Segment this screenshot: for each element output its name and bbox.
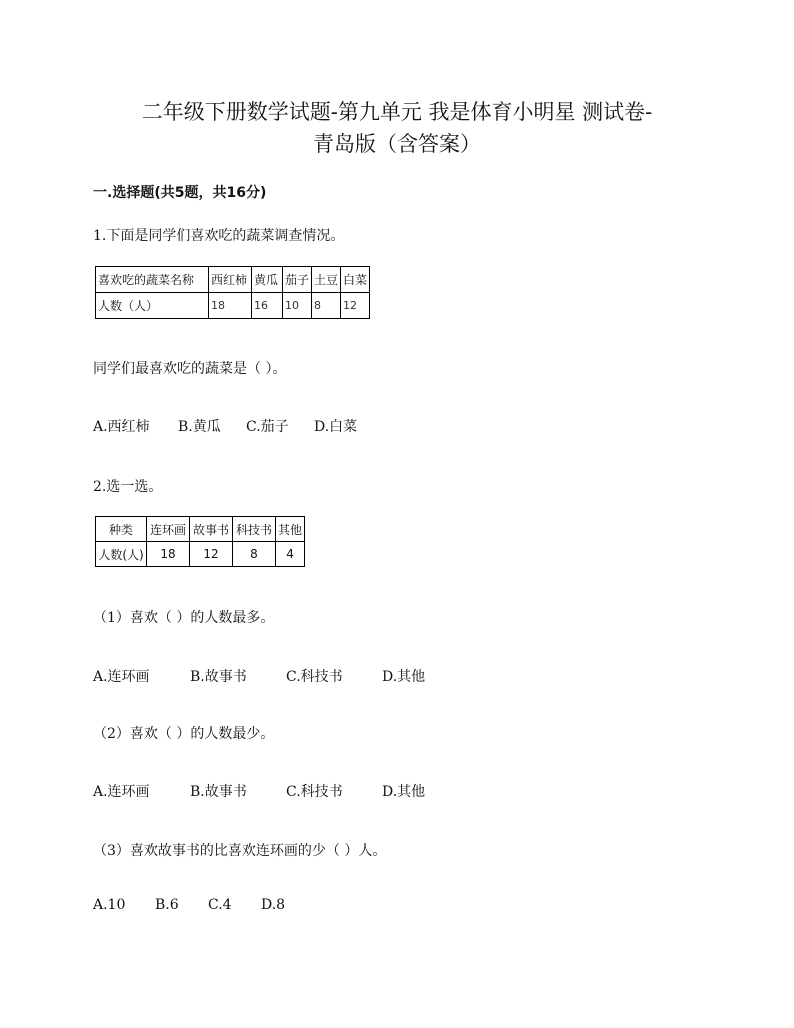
table-header-row: [96, 267, 370, 293]
table-cell: 10: [283, 293, 312, 319]
option-c[interactable]: C.科技书: [286, 784, 343, 800]
table-cell: 16: [252, 293, 283, 319]
question-1-options: [93, 416, 357, 436]
table-cell: 土豆: [312, 267, 341, 293]
table-cell: 8: [312, 293, 341, 319]
option-b[interactable]: B.故事书: [190, 784, 247, 800]
table-cell: 西红柿: [209, 267, 252, 293]
table-cell: 喜欢吃的蔬菜名称: [96, 267, 209, 293]
option-d[interactable]: D.白菜: [314, 419, 358, 435]
table-cell: 12: [190, 542, 233, 567]
vegetable-survey-table: [95, 266, 370, 319]
option-c[interactable]: C.科技书: [286, 669, 343, 685]
table-row: [96, 293, 370, 319]
table-cell: 种类: [96, 517, 147, 542]
question-2-sub1-options: [93, 666, 425, 686]
table-cell: 连环画: [147, 517, 190, 542]
option-a[interactable]: A.连环画: [93, 669, 150, 685]
table-cell: 12: [341, 293, 370, 319]
option-c[interactable]: C.茄子: [246, 419, 289, 435]
option-a[interactable]: A.连环画: [93, 784, 150, 800]
option-a[interactable]: A.西红柿: [93, 419, 150, 435]
book-preference-table: [95, 516, 305, 567]
document-title-line2: 青岛版（含答案）: [313, 132, 481, 156]
section-heading: 一.选择题(共5题，共16分): [93, 185, 267, 201]
question-2-sub1-prompt: （1）喜欢（ ）的人数最多。: [93, 610, 275, 626]
document-title-line1: 二年级下册数学试题-第九单元 我是体育小明星 测试卷-: [141, 100, 653, 124]
table-cell: 科技书: [233, 517, 276, 542]
question-2-stem: 2.选一选。: [93, 479, 163, 495]
option-b[interactable]: B.故事书: [190, 669, 247, 685]
table-cell: 18: [209, 293, 252, 319]
table-cell: 白菜: [341, 267, 370, 293]
question-2-sub2-prompt: （2）喜欢（ ）的人数最少。: [93, 726, 275, 742]
option-d[interactable]: D.其他: [382, 669, 426, 685]
question-2-sub3-options: [93, 897, 285, 913]
table-header-row: [96, 517, 305, 542]
table-cell: 人数(人): [96, 542, 147, 567]
option-d[interactable]: D.8: [261, 897, 286, 913]
table-cell: 18: [147, 542, 190, 567]
option-b[interactable]: B.6: [155, 897, 179, 913]
table-cell: 茄子: [283, 267, 312, 293]
option-d[interactable]: D.其他: [382, 784, 426, 800]
table-cell: 其他: [276, 517, 305, 542]
question-1-prompt: 同学们最喜欢吃的蔬菜是（ ）。: [93, 361, 287, 377]
table-row: [96, 542, 305, 567]
table-cell: 人数（人）: [96, 293, 209, 319]
table-cell: 8: [233, 542, 276, 567]
table-cell: 故事书: [190, 517, 233, 542]
option-b[interactable]: B.黄瓜: [178, 419, 221, 435]
question-2-sub3-prompt: （3）喜欢故事书的比喜欢连环画的少（ ）人。: [93, 843, 387, 859]
question-2-sub2-options: [93, 781, 425, 801]
table-cell: 黄瓜: [252, 267, 283, 293]
question-1-stem: 1.下面是同学们喜欢吃的蔬菜调查情况。: [93, 228, 345, 244]
option-c[interactable]: C.4: [208, 897, 232, 913]
option-a[interactable]: A.10: [93, 897, 126, 913]
table-cell: 4: [276, 542, 305, 567]
